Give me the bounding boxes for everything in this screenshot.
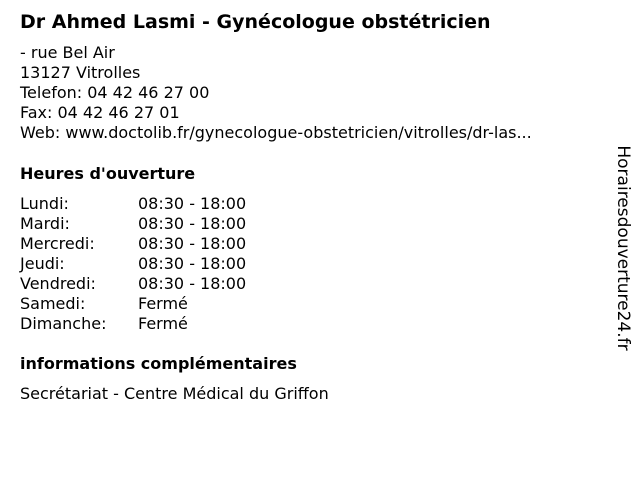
phone-number: Telefon: 04 42 46 27 00 (20, 83, 210, 102)
opening-hours-list (20, 194, 246, 334)
day-label: Dimanche: (20, 314, 107, 333)
opening-hours-heading: Heures d'ouverture (20, 164, 196, 183)
hours-row-wednesday (20, 234, 246, 254)
hours-value: 08:30 - 18:00 (138, 194, 247, 213)
hours-row-tuesday (20, 214, 246, 234)
hours-value: 08:30 - 18:00 (138, 274, 247, 293)
website-link: Web: www.doctolib.fr/gynecologue-obstetricien/vitrolles/dr-las... (20, 123, 532, 142)
day-label: Vendredi: (20, 274, 96, 293)
hours-value: 08:30 - 18:00 (138, 234, 247, 253)
hours-row-sunday (20, 314, 246, 334)
hours-value: Fermé (138, 294, 188, 313)
hours-value: 08:30 - 18:00 (138, 254, 247, 273)
hours-value: 08:30 - 18:00 (138, 214, 247, 233)
day-label: Mercredi: (20, 234, 95, 253)
day-label: Samedi: (20, 294, 86, 313)
day-label: Jeudi: (20, 254, 65, 273)
street-address: - rue Bel Air (20, 43, 115, 62)
fax-number: Fax: 04 42 46 27 01 (20, 103, 180, 122)
hours-row-monday (20, 194, 246, 214)
hours-row-saturday (20, 294, 246, 314)
day-label: Mardi: (20, 214, 70, 233)
page-title: Dr Ahmed Lasmi - Gynécologue obstétricien (20, 11, 491, 33)
day-label: Lundi: (20, 194, 69, 213)
hours-value: Fermé (138, 314, 188, 333)
additional-info-heading: informations complémentaires (20, 354, 297, 373)
hours-row-friday (20, 274, 246, 294)
site-brand-label: Horairesdouverture24.fr (613, 145, 633, 351)
city: 13127 Vitrolles (20, 63, 141, 82)
contact-details (20, 43, 532, 143)
hours-row-thursday (20, 254, 246, 274)
additional-info-text: Secrétariat - Centre Médical du Griffon (20, 384, 329, 403)
